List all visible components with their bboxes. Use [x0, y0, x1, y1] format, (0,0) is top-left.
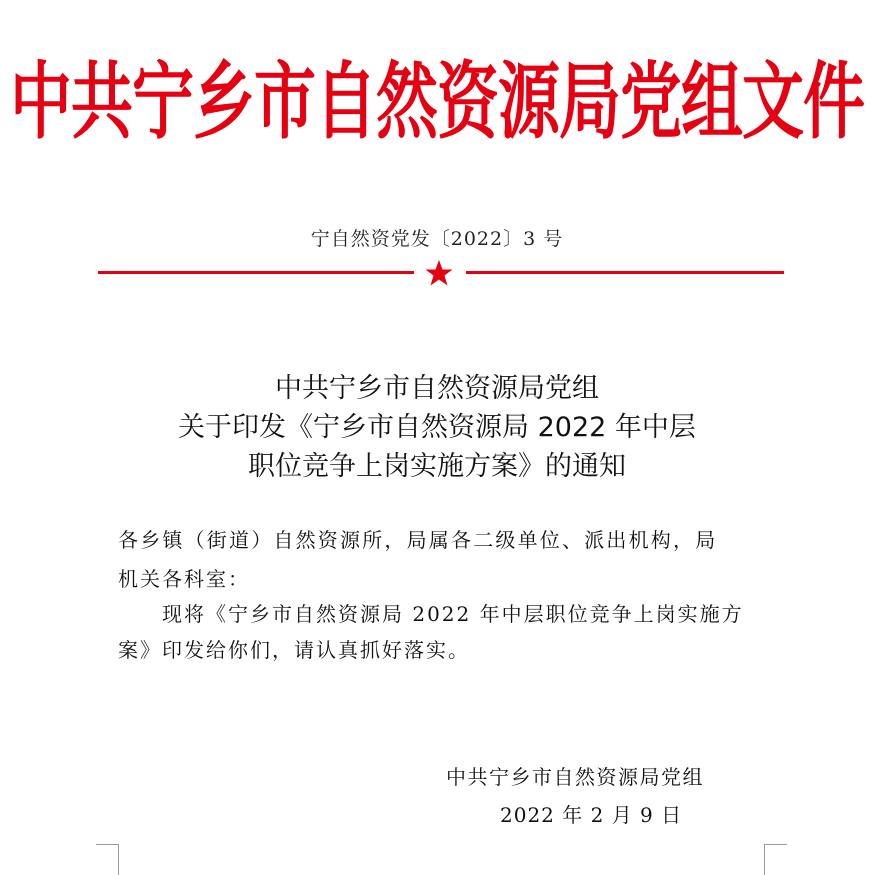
red-rule-left [98, 271, 414, 274]
document-header-title: 中共宁乡市自然资源局党组文件 [9, 52, 864, 151]
page-corner-mark-right [764, 844, 787, 875]
notice-title-line-1: 中共宁乡市自然资源局党组 [275, 373, 599, 404]
red-rule-right [466, 271, 784, 274]
notice-title-line-3: 职位竞争上岗实施方案》的通知 [248, 451, 626, 482]
star-icon [424, 258, 454, 288]
signature-organization: 中共宁乡市自然资源局党组 [446, 765, 704, 789]
body-text-line-1: 各乡镇（街道）自然资源所，局属各二级单位、派出机构，局 [118, 528, 718, 552]
body-text-line-2: 机关各科室： [118, 567, 250, 591]
page-corner-mark-left [96, 844, 119, 875]
document-number: 宁自然资党发〔2022〕3 号 [310, 228, 564, 250]
signature-date: 2022 年 2 月 9 日 [500, 803, 683, 827]
notice-title-line-2: 关于印发《宁乡市自然资源局 2022 年中层 [178, 412, 696, 443]
body-text-line-3: 现将《宁乡市自然资源局 2022 年中层职位竞争上岗实施方 [162, 602, 744, 626]
body-text-line-4: 案》印发给你们，请认真抓好落实。 [118, 638, 470, 662]
